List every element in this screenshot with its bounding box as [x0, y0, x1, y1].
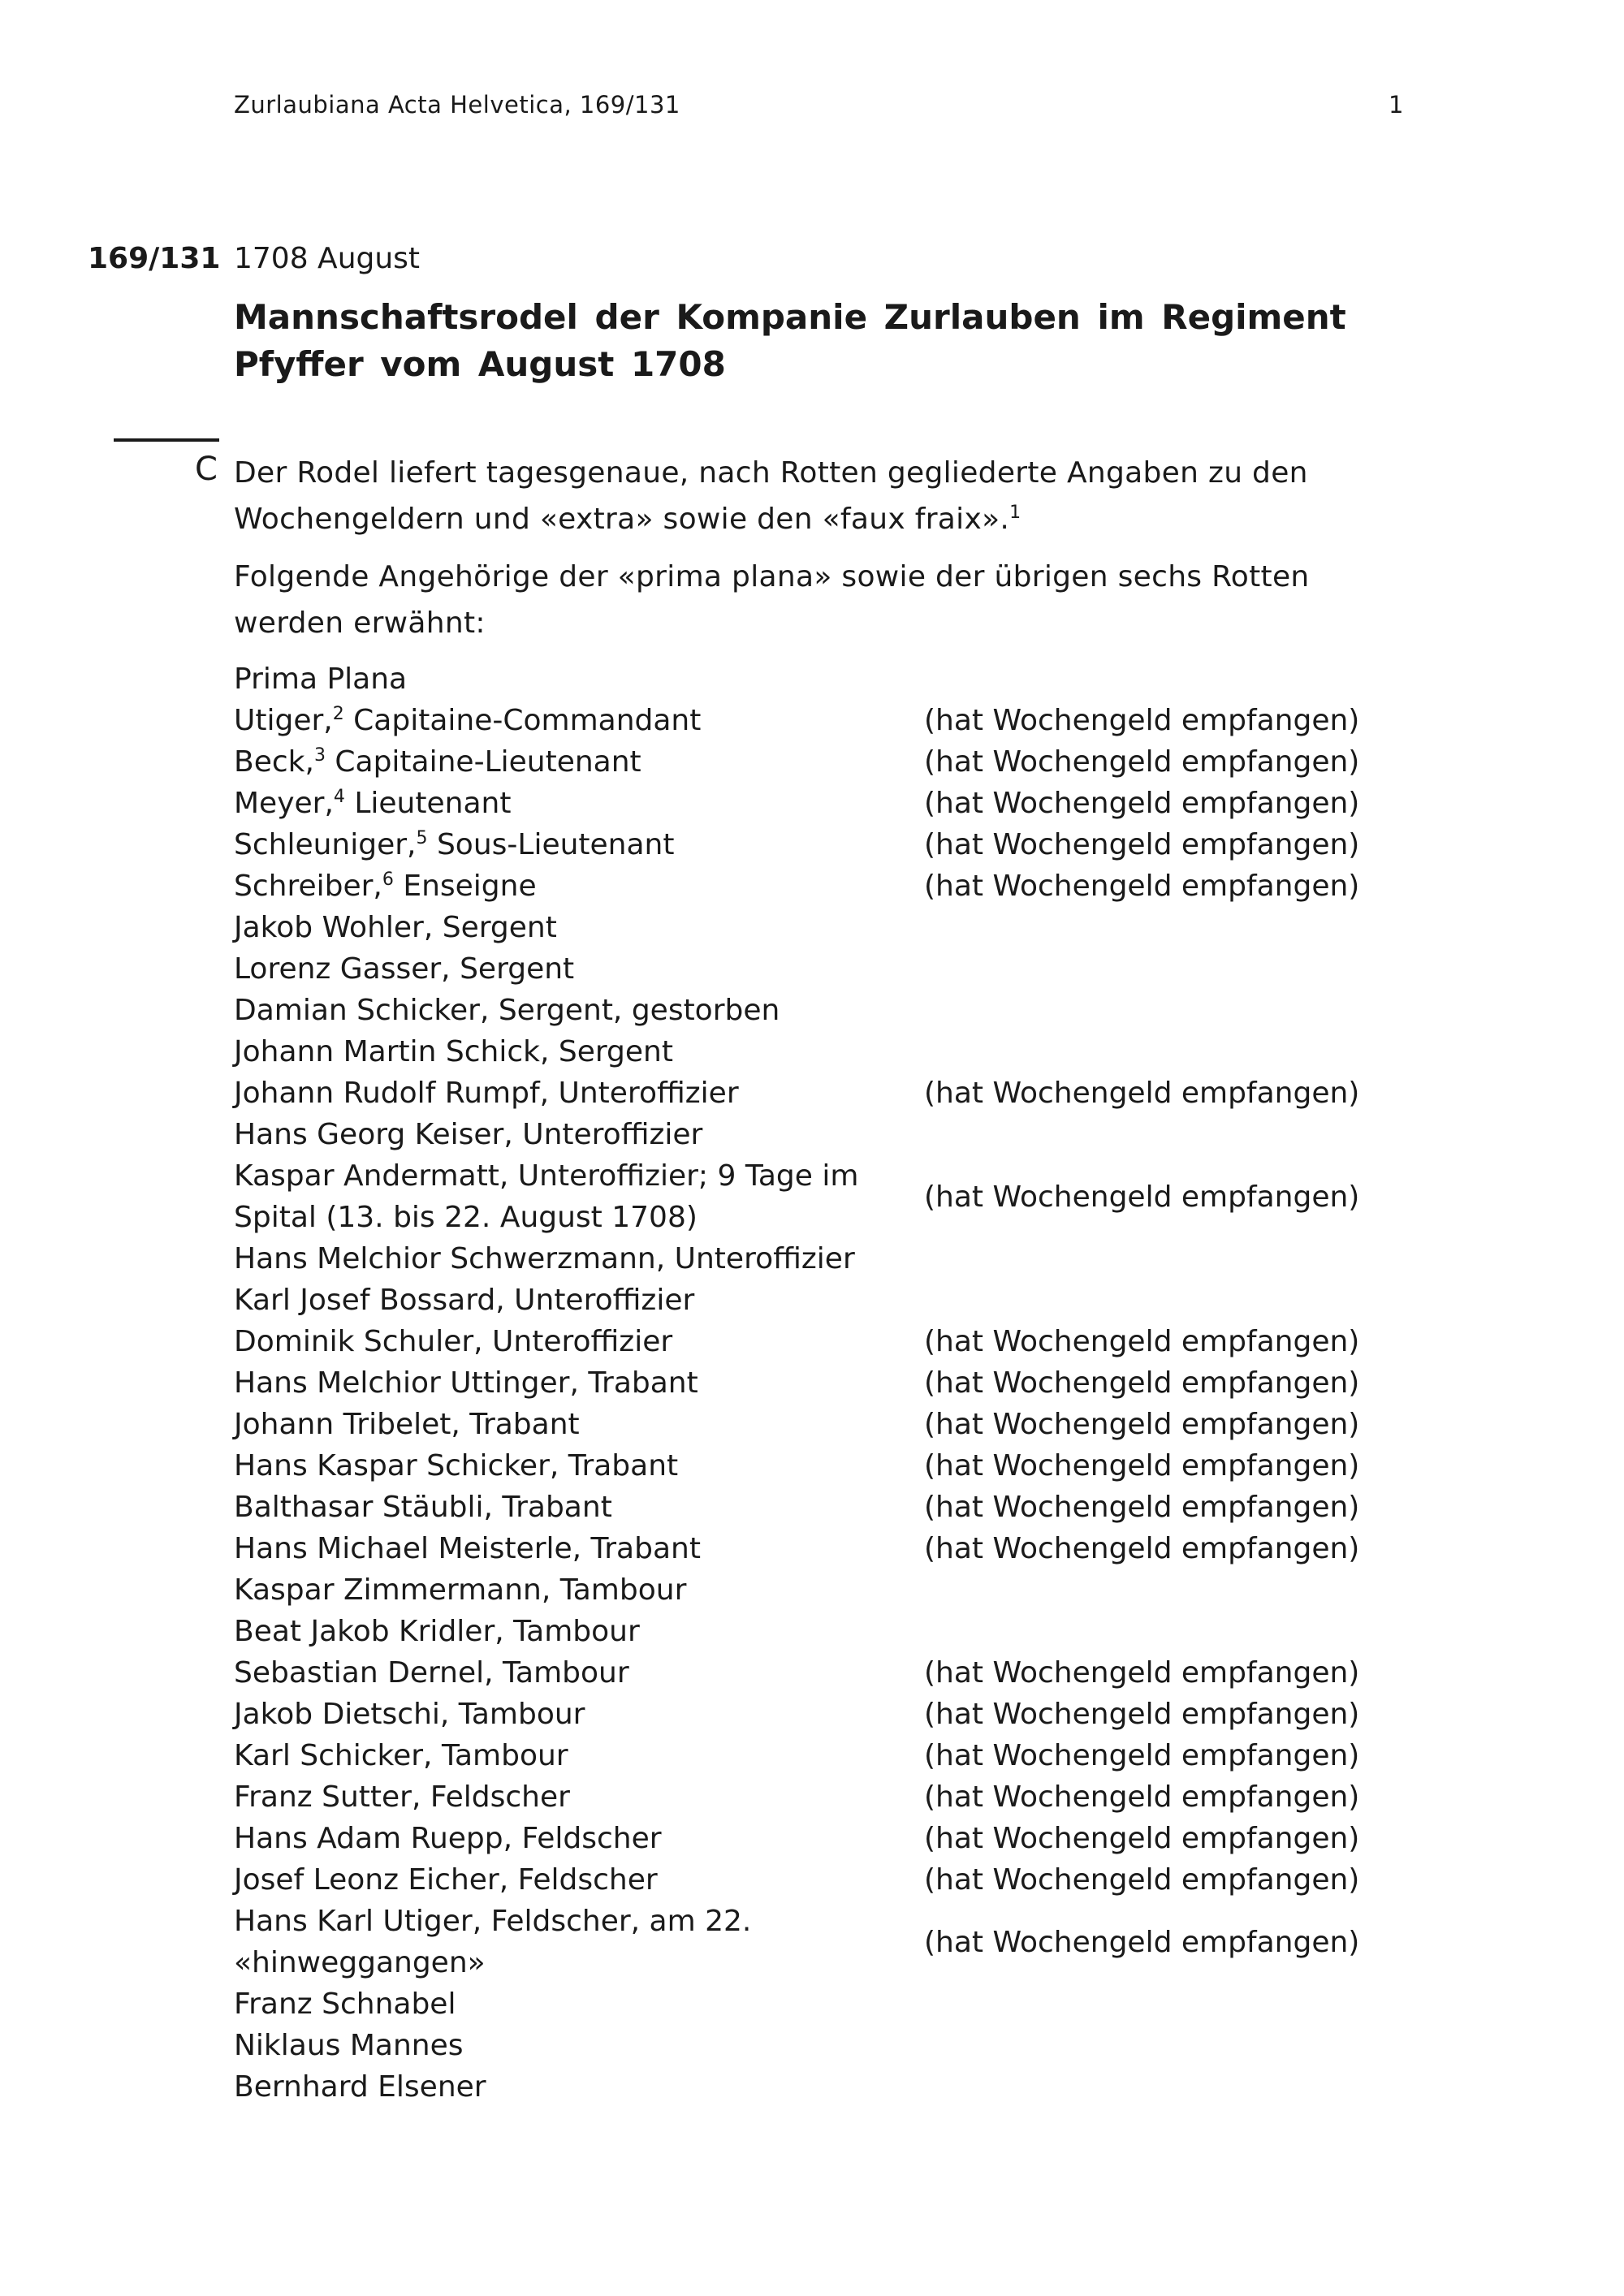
roster-entry-name: [234, 1487, 924, 1528]
entry-name-text: Hans Melchior Schwerzmann, Unteroffizier: [234, 1242, 855, 1275]
roster-entry: [234, 1901, 1419, 1983]
roster-entry-name: [234, 1652, 924, 1694]
margin-rule: [114, 438, 219, 442]
roster-entry-status: (hat Wochengeld empfangen): [924, 1491, 1360, 1524]
roster-entry-name: [234, 1280, 924, 1321]
roster-entry-status: (hat Wochengeld empfangen): [924, 1698, 1360, 1731]
entry-name-text: Johann Martin Schick, Sergent: [234, 1035, 673, 1068]
roster-entry-status: (hat Wochengeld empfangen): [924, 1408, 1360, 1441]
entry-name-text: Hans Michael Meisterle, Trabant: [234, 1532, 701, 1565]
footnote-ref[interactable]: 4: [333, 787, 345, 807]
roster-entry: [234, 1445, 1419, 1487]
roster-entry-name: [234, 1611, 924, 1652]
roster-entry-status: (hat Wochengeld empfangen): [924, 704, 1360, 737]
roster-list: [234, 658, 1419, 2108]
roster-entry-name: [234, 1072, 924, 1114]
roster-entry-status: (hat Wochengeld empfangen): [924, 1780, 1360, 1814]
roster-entry: [234, 990, 1419, 1031]
roster-entry: [234, 1859, 1419, 1901]
entry-name-text: Schleuniger,: [234, 828, 417, 861]
roster-entry-status: (hat Wochengeld empfangen): [924, 1863, 1360, 1897]
footnote-ref[interactable]: 1: [1009, 503, 1021, 523]
entry-name-text: Kaspar Zimmermann, Tambour: [234, 1573, 687, 1607]
roster-entry-name: [234, 1859, 924, 1901]
page-number: 1: [1389, 91, 1404, 119]
roster-entry: [234, 1983, 1419, 2025]
running-title: Zurlaubiana Acta Helvetica, 169/131: [234, 91, 680, 119]
entry-name-text: Hans Melchior Uttinger, Trabant: [234, 1366, 698, 1400]
roster-entry: [234, 1776, 1419, 1818]
roster-entry-name: [234, 1031, 924, 1072]
roster-entry: [234, 1321, 1419, 1362]
entry-name-text: Franz Sutter, Feldscher: [234, 1780, 570, 1814]
entry-name-text: Johann Tribelet, Trabant: [234, 1408, 580, 1441]
roster-entry-name: [234, 1735, 924, 1776]
roster-entry-status: (hat Wochengeld empfangen): [924, 1822, 1360, 1855]
roster-entry-status: (hat Wochengeld empfangen): [924, 1077, 1360, 1110]
roster-entry-name: [234, 1901, 924, 1983]
roster-entry-name: [234, 1321, 924, 1362]
margin-letter: C: [195, 451, 218, 488]
roster-entry-name: [234, 1818, 924, 1859]
roster-entry-name: [234, 2025, 924, 2066]
roster-entry-name: [234, 1404, 924, 1445]
roster-entry-status: (hat Wochengeld empfangen): [924, 1366, 1360, 1400]
entry-name-text: Jakob Dietschi, Tambour: [234, 1698, 585, 1731]
roster-entry: [234, 1280, 1419, 1321]
roster-entry-name: [234, 1155, 924, 1238]
roster-entry-status: (hat Wochengeld empfangen): [924, 1532, 1360, 1565]
roster-entry-name: [234, 1694, 924, 1735]
entry-name-text: Utiger,: [234, 704, 333, 737]
roster-entry-name: [234, 1362, 924, 1404]
entry-name-text: Beck,: [234, 745, 314, 779]
roster-entry: [234, 1155, 1419, 1238]
roster-entry-name: [234, 1528, 924, 1569]
entry-name-text: Lorenz Gasser, Sergent: [234, 952, 575, 986]
footnote-ref[interactable]: 2: [332, 704, 344, 724]
document-date: 1708 August: [234, 242, 421, 275]
roster-entry-name: [234, 741, 924, 783]
roster-entry-name: [234, 700, 924, 741]
roster-entry: [234, 1487, 1419, 1528]
roster-entry-name: [234, 1569, 924, 1611]
roster-entry-status: (hat Wochengeld empfangen): [924, 1656, 1360, 1690]
roster-entry-name: [234, 783, 924, 824]
entry-name-text: Hans Adam Ruepp, Feldscher: [234, 1822, 662, 1855]
roster-entry: [234, 1238, 1419, 1280]
entry-name-text: Hans Georg Keiser, Unteroffizier: [234, 1118, 703, 1151]
roster-entry-name: [234, 865, 924, 907]
roster-entry-name: [234, 990, 924, 1031]
roster-entry: [234, 783, 1419, 824]
roster-entry-status: (hat Wochengeld empfangen): [924, 745, 1360, 779]
footnote-ref[interactable]: 3: [313, 745, 326, 766]
entry-rank-text: Capitaine-Lieutenant: [325, 745, 641, 779]
roster-entry-name: [234, 1776, 924, 1818]
roster-entry: [234, 907, 1419, 948]
roster-entry-name: [234, 824, 924, 865]
roster-entry: [234, 700, 1419, 741]
entry-name-text: Karl Josef Bossard, Unteroffizier: [234, 1284, 695, 1317]
roster-entry: [234, 1694, 1419, 1735]
roster-entry-name: [234, 1445, 924, 1487]
roster-entry-status: (hat Wochengeld empfangen): [924, 1449, 1360, 1482]
roster-entry-name: [234, 1114, 924, 1155]
document-title: Mannschaftsrodel der Kompanie Zurlauben im Regiment Pfyffer vom August 1708: [234, 297, 1346, 384]
footnote-ref[interactable]: 6: [382, 870, 394, 890]
entry-rank-text: Lieutenant: [344, 787, 512, 820]
roster-entry: [234, 741, 1419, 783]
roster-entry: [234, 948, 1419, 990]
roster-heading: Prima Plana: [234, 662, 408, 696]
roster-entry-name: [234, 1238, 924, 1280]
roster-entry-name: [234, 907, 924, 948]
entry-name-text: Franz Schnabel: [234, 1987, 456, 2021]
entry-rank-text: Enseigne: [393, 870, 537, 903]
entry-name-text: Jakob Wohler, Sergent: [234, 911, 557, 944]
entry-name-text: Damian Schicker, Sergent, gestorben: [234, 994, 780, 1027]
document-number: 169/131: [88, 242, 221, 275]
summary-paragraph: [234, 450, 1419, 542]
entry-name-text: Kaspar Andermatt, Unteroffizier; 9 Tage im Spital (13. bis 22. August 1708): [234, 1159, 859, 1234]
entry-name-text: Bernhard Elsener: [234, 2070, 486, 2104]
entry-name-text: Sebastian Dernel, Tambour: [234, 1656, 629, 1690]
roster-entry: [234, 1652, 1419, 1694]
roster-entry: [234, 1818, 1419, 1859]
roster-entry: [234, 824, 1419, 865]
footnote-ref[interactable]: 5: [416, 828, 428, 848]
roster-entry-status: (hat Wochengeld empfangen): [924, 787, 1360, 820]
roster-entry-status: (hat Wochengeld empfangen): [924, 828, 1360, 861]
entry-rank-text: Capitaine-Commandant: [343, 704, 702, 737]
roster-entry: [234, 1404, 1419, 1445]
entry-name-text: Meyer,: [234, 787, 334, 820]
roster-entry-name: [234, 2066, 924, 2108]
entry-name-text: Dominik Schuler, Unteroffizier: [234, 1325, 673, 1358]
roster-entry: [234, 1528, 1419, 1569]
roster-entry-status: (hat Wochengeld empfangen): [924, 870, 1360, 903]
roster-entry: [234, 1611, 1419, 1652]
entry-name-text: Hans Karl Utiger, Feldscher, am 22. «hinweggangen»: [234, 1905, 752, 1979]
roster-entry: [234, 2066, 1419, 2108]
entry-name-text: Schreiber,: [234, 870, 382, 903]
roster-entry: [234, 1114, 1419, 1155]
entry-rank-text: Sous-Lieutenant: [427, 828, 675, 861]
roster-entry-name: [234, 948, 924, 990]
roster-entry-name: [234, 1983, 924, 2025]
roster-entry: [234, 865, 1419, 907]
entry-name-text: Niklaus Mannes: [234, 2029, 464, 2062]
entry-name-text: Josef Leonz Eicher, Feldscher: [234, 1863, 658, 1897]
entry-name-text: Karl Schicker, Tambour: [234, 1739, 568, 1772]
roster-entry: [234, 2025, 1419, 2066]
roster-entry: [234, 1072, 1419, 1114]
roster-entry-status: (hat Wochengeld empfangen): [924, 1739, 1360, 1772]
roster-entry: [234, 1735, 1419, 1776]
entry-name-text: Balthasar Stäubli, Trabant: [234, 1491, 612, 1524]
entry-name-text: Hans Kaspar Schicker, Trabant: [234, 1449, 679, 1482]
summary-text: Der Rodel liefert tagesgenaue, nach Rotten gegliederte Angaben zu den Wochengeldern und «extra» sowie den «faux fraix».: [234, 456, 1308, 536]
roster-entry-status: (hat Wochengeld empfangen): [924, 1180, 1360, 1214]
roster-entry: [234, 1362, 1419, 1404]
roster-entry-status: (hat Wochengeld empfangen): [924, 1925, 1360, 1959]
roster-rows: [234, 700, 1419, 2108]
roster-entry: [234, 1569, 1419, 1611]
roster-entry: [234, 1031, 1419, 1072]
entry-name-text: Beat Jakob Kridler, Tambour: [234, 1615, 640, 1648]
persons-intro-paragraph: Folgende Angehörige der «prima plana» sowie der übrigen sechs Rotten werden erwähnt:: [234, 560, 1310, 640]
roster-entry-status: (hat Wochengeld empfangen): [924, 1325, 1360, 1358]
entry-name-text: Johann Rudolf Rumpf, Unteroffizier: [234, 1077, 739, 1110]
